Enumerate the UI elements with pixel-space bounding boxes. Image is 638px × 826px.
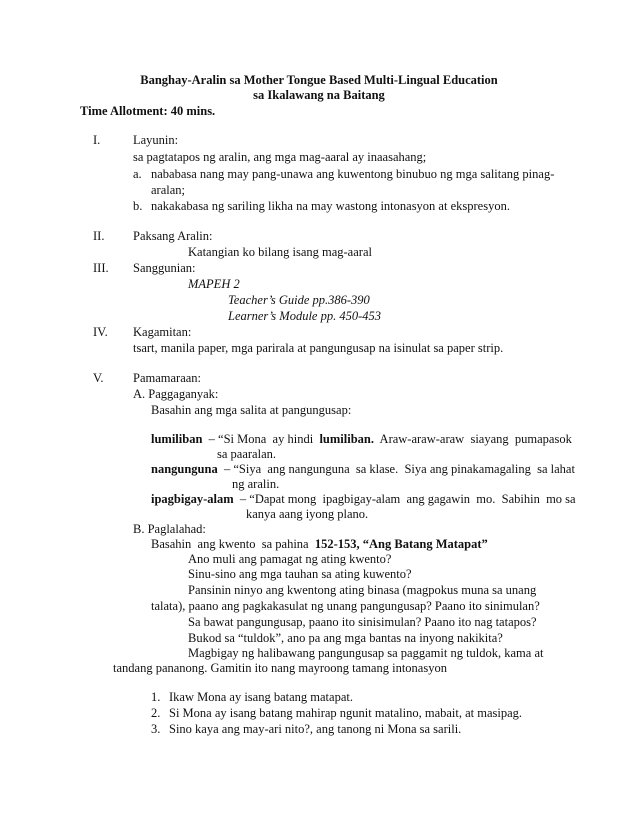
vocab-lumiliban (151, 432, 572, 447)
vocab-term: lumiliban (151, 432, 203, 446)
objective-b-marker: b. (133, 199, 143, 213)
reference-title: MAPEH 2 (188, 277, 240, 291)
question-6: Magbigay ng halibawang pangungusap sa paggamit ng tuldok, kama at (188, 646, 544, 660)
section-heading-paksang-aralin: Paksang Aralin: (133, 229, 213, 243)
objective-a-marker: a. (133, 167, 142, 181)
question-2: Sinu-sino ang mga tauhan sa ating kuwento? (188, 567, 412, 581)
section-heading-sanggunian: Sanggunian: (133, 261, 196, 275)
vocab-sentence: – “Dapat mong ipagbigay-alam ang gagawin mo. Sabihin mo sa (233, 492, 576, 506)
question-6-continuation: tandang pananong. Gamitin ito nang mayroong tamang intonasyon (113, 661, 447, 675)
list-item: Ikaw Mona ay isang batang matapat. (169, 690, 353, 704)
section-numeral-II: II. (93, 229, 105, 243)
question-4: Sa bawat pangungusap, paano ito sinisimulan? Paano ito nag tatapos? (188, 615, 537, 629)
vocab-lumiliban-continuation: sa paaralan. (217, 447, 276, 461)
vocab-nangunguna-continuation: ng aralin. (232, 477, 280, 491)
reference-teachers-guide: Teacher’s Guide pp.386-390 (228, 293, 370, 307)
vocab-nangunguna (151, 462, 575, 477)
question-3: Pansinin ninyo ang kwentong ating binasa (magpokus muna sa unang (188, 583, 537, 597)
vocab-sentence: – “Siya ang nangunguna sa klase. Siya ang pinakamagaling sa lahat (217, 462, 575, 476)
vocab-term: ipagbigay-alam (151, 492, 234, 506)
time-allotment: Time Allotment: 40 mins. (80, 104, 216, 118)
list-item-number: 1. (151, 690, 161, 704)
vocab-ipagbigay-alam-continuation: kanya aang iyong plano. (246, 507, 369, 521)
list-item: Sino kaya ang may-ari nito?, ang tanong ni Mona sa sarili. (169, 722, 462, 736)
list-item-number: 2. (151, 706, 161, 720)
paglalahad-intro-text: Basahin ang kwento sa pahina (151, 537, 315, 551)
subsection-paggaganyak: A. Paggaganyak: (133, 387, 219, 401)
list-item-number: 3. (151, 722, 161, 736)
objective-a-text: nababasa nang may pang-unawa ang kuwentong binubuo ng mga salitang pinag- (151, 167, 555, 181)
question-1: Ano muli ang pamagat ng ating kwento? (188, 552, 392, 566)
kagamitan-text: tsart, manila paper, mga parirala at pangungusap na isinulat sa paper strip. (133, 341, 504, 355)
layunin-intro: sa pagtatapos ng aralin, ang mga mag-aaral ay inaasahang; (133, 150, 427, 164)
section-numeral-III: III. (93, 261, 109, 275)
document-subtitle: sa Ikalawang na Baitang (253, 88, 385, 102)
question-5: Bukod sa “tuldok”, ano pa ang mga bantas na inyong nakikita? (188, 631, 503, 645)
vocab-term-inline: lumiliban. (319, 432, 374, 446)
objective-a-continuation: aralan; (151, 183, 186, 197)
section-numeral-IV: IV. (93, 325, 108, 339)
question-3-continuation: talata), paano ang pagkakasulat ng unang pangungusap? Paano ito sinimulan? (151, 599, 540, 613)
list-item: Si Mona ay isang batang mahirap ngunit matalino, mabait, at masipag. (169, 706, 523, 720)
vocab-sentence: – “Si Mona ay hindi (202, 432, 320, 446)
reference-learners-module: Learner’s Module pp. 450-453 (228, 309, 382, 323)
story-reference: 152-153, “Ang Batang Matapat” (314, 537, 488, 551)
paggaganyak-intro: Basahin ang mga salita at pangungusap: (151, 403, 352, 417)
section-heading-pamamaraan: Pamamaraan: (133, 371, 202, 385)
section-heading-kagamitan: Kagamitan: (133, 325, 192, 339)
section-heading-layunin: Layunin: (133, 133, 179, 147)
vocab-sentence-rest: Araw-araw-araw siayang pumapasok (373, 432, 572, 446)
vocab-term: nangunguna (151, 462, 218, 476)
paksang-aralin-text: Katangian ko bilang isang mag-aaral (188, 245, 372, 259)
objective-b-text: nakakabasa ng sariling likha na may wastong intonasyon at ekspresyon. (151, 199, 510, 213)
document-title: Banghay-Aralin sa Mother Tongue Based Multi-Lingual Education (140, 73, 498, 87)
section-numeral-V: V. (93, 371, 104, 385)
vocab-ipagbigay-alam (151, 492, 576, 507)
subsection-paglalahad: B. Paglalahad: (133, 522, 206, 536)
section-numeral-I: I. (93, 133, 101, 147)
paglalahad-intro (151, 537, 488, 552)
